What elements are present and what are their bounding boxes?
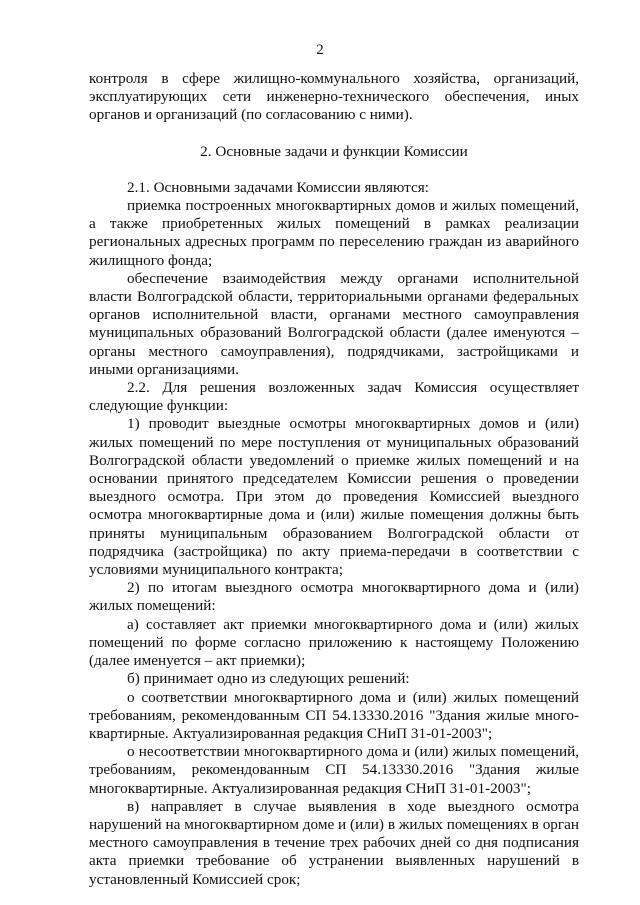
paragraph-function-2: 2) по итогам выездного осмотра многоквартирного дома и (или) жилых помещений: xyxy=(89,579,579,615)
document-body xyxy=(89,70,579,889)
paragraph-functions-intro: 2.2. Для решения возложенных задач Комиссия осуществляет следующие функции: xyxy=(89,379,579,415)
paragraph-function-2b: б) принимает одно из следующих решений: xyxy=(127,670,410,688)
paragraph-decision-noncompliance: о несоответствии многоквартирного дома и (или) жилых помещений, требованиям, рекомендованным СП 54.13330.2016 "Здания жилые многоквартирные. Актуализированная редакция СНиП 31-01-2003"; xyxy=(89,743,579,797)
paragraph-tasks-intro: 2.1. Основными задачами Комиссии являются: xyxy=(127,178,429,196)
paragraph-function-2v: в) направляет в случае выявления в ходе выездного осмотра нарушений на многоквартирном доме и (или) в жилых помещениях в орган местного самоуправления в течение трех рабочих дней со дня подписания акта приемки требование об устранении выявленных нарушений в установленный Комиссией срок; xyxy=(89,797,579,888)
paragraph-decision-compliance: о соответствии многоквартирного дома и (или) жилых помещений требованиям, рекомендованным СП 54.13330.2016 "Здания жилые много-квартирные. Актуализированная редакция СНиП 31-01-2003"; xyxy=(89,688,579,742)
paragraph-function-2a: а) составляет акт приемки многоквартирного дома и (или) жилых помещений по форме согласно приложению к настоящему Положению (далее именуется – акт приемки); xyxy=(89,615,579,670)
intro-paragraph: контроля в сфере жилищно-коммунального хозяйства, организаций, эксплуатирующих сети инженерно-технического обеспечения, иных органов и организаций (по согласованию с ними). xyxy=(89,70,579,124)
paragraph-task-acceptance: приемка построенных многоквартирных домов и жилых помещений, а также приобретенных жилых помещений в рамках реализации региональных адресных программ по переселению граждан из аварийного жилищного фонда; xyxy=(89,197,579,269)
section-heading: 2. Основные задачи и функции Комиссии xyxy=(200,142,468,160)
page-number: 2 xyxy=(316,42,324,58)
paragraph-task-interaction: обеспечение взаимодействия между органами исполнительной власти Волгоградской области, территориальными органами федеральных органов исполнительной власти, органами местного самоуправления муниципальных образований Волгоградской области (далее именуются – органы местного самоуправления), подрядчиками, застройщиками и иными организациями. xyxy=(89,269,579,378)
paragraph-function-1: 1) проводит выездные осмотры многоквартирных домов и (или) жилых помещений по мере поступления от муниципальных образований Волгоградской области уведомлений о приемке жилых помещений и на основании принятого председателем Комиссии решения о проведении выездного осмотра. При этом до проведения Комиссией выездного осмотра многоквартирные дома и (или) жилые помещения должны быть приняты муниципальным образованием Волгоградской области от подрядчика (застройщика) по акту приема-передачи в соответствии с условиями муниципального контракта; xyxy=(89,415,579,579)
